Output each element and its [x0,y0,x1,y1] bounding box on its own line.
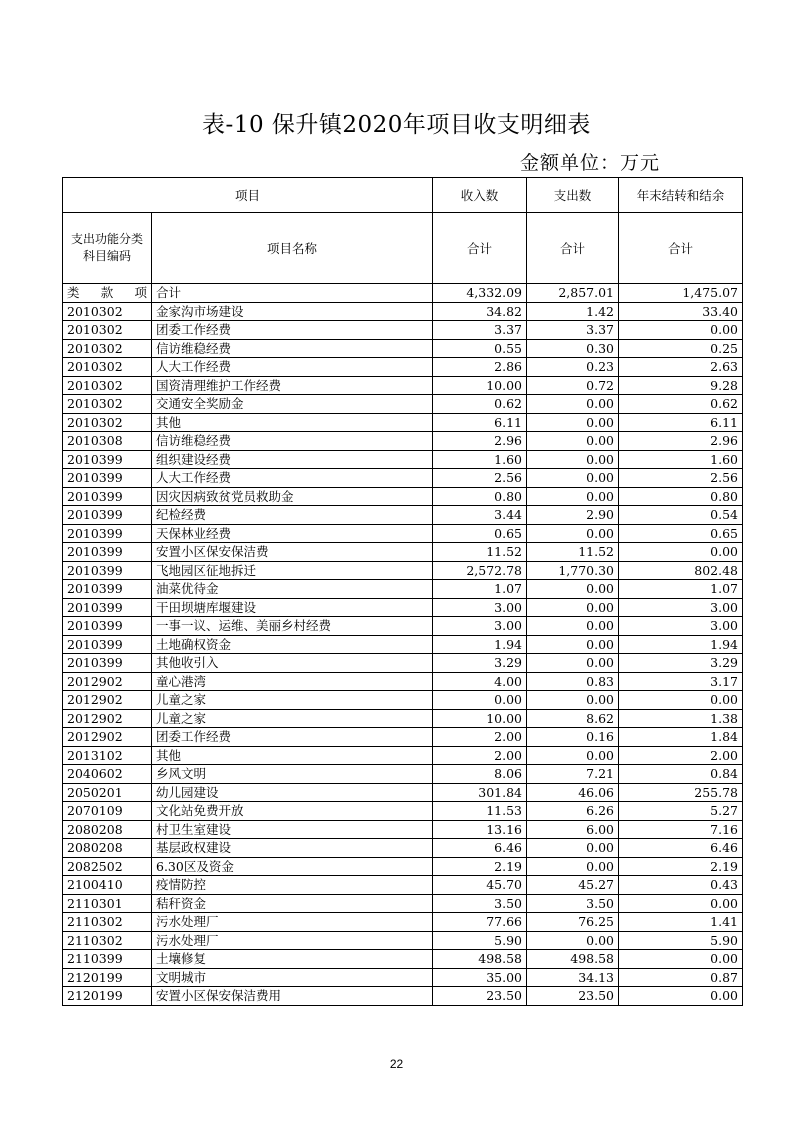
cell-balance: 1.94 [619,635,743,654]
header-expense: 支出数 [527,178,619,213]
cell-code: 2010399 [63,598,152,617]
table-row [63,432,743,451]
cell-project-name: 乡风文明 [152,765,433,784]
table-row [63,672,743,691]
cell-expense: 0.00 [527,432,619,451]
cell-expense: 3.50 [527,894,619,913]
cell-expense: 0.00 [527,524,619,543]
cell-project-name: 文明城市 [152,968,433,987]
cell-income: 5.90 [433,931,527,950]
cell-project-name: 团委工作经费 [152,728,433,747]
cell-expense: 0.00 [527,413,619,432]
cell-project-name: 安置小区保安保洁费 [152,543,433,562]
cell-expense: 6.00 [527,820,619,839]
cell-income: 11.52 [433,543,527,562]
header-expense-sub: 合计 [527,213,619,284]
total-row [63,284,743,303]
cell-balance: 33.40 [619,302,743,321]
cell-project-name: 油菜优待金 [152,580,433,599]
table-row [63,820,743,839]
cell-expense: 0.23 [527,358,619,377]
header-balance: 年末结转和结余 [619,178,743,213]
cell-balance: 5.90 [619,931,743,950]
cell-code: 2012902 [63,672,152,691]
cell-expense: 46.06 [527,783,619,802]
table-row [63,691,743,710]
cell-income: 23.50 [433,987,527,1006]
cell-balance: 6.46 [619,839,743,858]
cell-balance: 1.41 [619,913,743,932]
header-code-label: 支出功能分类科目编码 [63,213,152,284]
cell-balance: 0.65 [619,524,743,543]
cell-expense: 7.21 [527,765,619,784]
cell-code: 2010302 [63,413,152,432]
cell-expense: 0.00 [527,617,619,636]
cell-expense: 11.52 [527,543,619,562]
cell-expense: 498.58 [527,950,619,969]
table-row [63,635,743,654]
table-row [63,321,743,340]
cell-income: 3.50 [433,894,527,913]
table-row [63,728,743,747]
cell-balance: 255.78 [619,783,743,802]
project-budget-table [62,177,743,1006]
cell-expense: 23.50 [527,987,619,1006]
cell-expense: 0.00 [527,931,619,950]
cell-code: 2010399 [63,506,152,525]
cell-code: 2010302 [63,321,152,340]
cell-balance: 2.00 [619,746,743,765]
cell-project-name: 秸秆资金 [152,894,433,913]
cell-code: 2010399 [63,561,152,580]
table-row [63,413,743,432]
cell-code: 2070109 [63,802,152,821]
cell-project-name: 文化站免费开放 [152,802,433,821]
cell-balance: 1.07 [619,580,743,599]
cell-balance: 0.87 [619,968,743,987]
cell-project-name: 纪检经费 [152,506,433,525]
cell-income: 2.56 [433,469,527,488]
cell-code: 2040602 [63,765,152,784]
table-row [63,395,743,414]
cell-code: 2110302 [63,913,152,932]
cell-income: 0.62 [433,395,527,414]
header-name-label: 项目名称 [152,213,433,284]
page-number: 22 [389,1057,404,1071]
cell-project-name: 基层政权建设 [152,839,433,858]
cell-project-name: 干田坝塘库堰建设 [152,598,433,617]
table-row [63,339,743,358]
cell-project-name: 金家沟市场建设 [152,302,433,321]
table-row [63,598,743,617]
table-row [63,302,743,321]
table-row [63,654,743,673]
cell-project-name: 污水处理厂 [152,913,433,932]
cell-balance: 0.25 [619,339,743,358]
cell-code: 2100410 [63,876,152,895]
cell-balance: 1.84 [619,728,743,747]
cell-code: 2120199 [63,968,152,987]
cell-code: 2080208 [63,839,152,858]
cell-expense: 0.00 [527,857,619,876]
cell-code: 2110301 [63,894,152,913]
cell-code: 2010399 [63,469,152,488]
table-row [63,450,743,469]
cell-income: 1.60 [433,450,527,469]
cell-code: 2010399 [63,543,152,562]
cell-expense: 0.16 [527,728,619,747]
cell-code: 2010399 [63,450,152,469]
cell-income: 0.65 [433,524,527,543]
cell-balance: 0.00 [619,950,743,969]
cell-expense: 1,770.30 [527,561,619,580]
cell-expense: 1.42 [527,302,619,321]
label-category: 类 [67,285,80,301]
cell-expense: 8.62 [527,709,619,728]
cell-income: 2.96 [433,432,527,451]
table-row [63,580,743,599]
cell-code: 2010399 [63,635,152,654]
cell-income: 3.00 [433,598,527,617]
cell-project-name: 土地确权资金 [152,635,433,654]
total-expense: 2,857.01 [527,284,619,303]
cell-project-name: 幼儿园建设 [152,783,433,802]
total-code-labels [63,284,152,303]
cell-balance: 2.19 [619,857,743,876]
cell-balance: 2.63 [619,358,743,377]
cell-income: 3.29 [433,654,527,673]
total-name: 合计 [152,284,433,303]
cell-income: 6.11 [433,413,527,432]
cell-income: 8.06 [433,765,527,784]
cell-project-name: 村卫生室建设 [152,820,433,839]
cell-project-name: 交通安全奖励金 [152,395,433,414]
label-item: 项 [134,285,147,301]
cell-balance: 9.28 [619,376,743,395]
cell-project-name: 人大工作经费 [152,469,433,488]
cell-income: 10.00 [433,709,527,728]
cell-balance: 0.00 [619,894,743,913]
header-row-2 [63,213,743,284]
cell-expense: 0.00 [527,469,619,488]
cell-project-name: 信访维稳经费 [152,339,433,358]
table-row [63,876,743,895]
cell-balance: 0.80 [619,487,743,506]
cell-income: 3.37 [433,321,527,340]
cell-expense: 0.00 [527,839,619,858]
total-income: 4,332.09 [433,284,527,303]
cell-income: 301.84 [433,783,527,802]
cell-project-name: 其他收引入 [152,654,433,673]
table-row [63,709,743,728]
cell-balance: 1.60 [619,450,743,469]
cell-expense: 0.00 [527,580,619,599]
cell-expense: 0.00 [527,487,619,506]
cell-project-name: 土壤修复 [152,950,433,969]
cell-code: 2010399 [63,580,152,599]
cell-project-name: 组织建设经费 [152,450,433,469]
cell-expense: 0.30 [527,339,619,358]
cell-income: 3.00 [433,617,527,636]
cell-balance: 2.56 [619,469,743,488]
cell-income: 4.00 [433,672,527,691]
cell-project-name: 儿童之家 [152,691,433,710]
cell-balance: 7.16 [619,820,743,839]
cell-code: 2010302 [63,339,152,358]
cell-code: 2110302 [63,931,152,950]
cell-income: 2.19 [433,857,527,876]
cell-expense: 0.83 [527,672,619,691]
cell-balance: 802.48 [619,561,743,580]
cell-code: 2110399 [63,950,152,969]
cell-code: 2012902 [63,691,152,710]
cell-code: 2013102 [63,746,152,765]
table-row [63,376,743,395]
cell-income: 2.86 [433,358,527,377]
cell-expense: 0.00 [527,395,619,414]
cell-expense: 0.00 [527,654,619,673]
cell-project-name: 儿童之家 [152,709,433,728]
cell-code: 2080208 [63,820,152,839]
cell-income: 498.58 [433,950,527,969]
cell-code: 2010399 [63,654,152,673]
table-row [63,543,743,562]
cell-balance: 0.62 [619,395,743,414]
table-row [63,765,743,784]
header-row-1 [63,178,743,213]
cell-income: 45.70 [433,876,527,895]
cell-code: 2010308 [63,432,152,451]
cell-balance: 3.29 [619,654,743,673]
cell-income: 1.94 [433,635,527,654]
table-row [63,469,743,488]
cell-income: 1.07 [433,580,527,599]
cell-balance: 5.27 [619,802,743,821]
cell-project-name: 一事一议、运维、美丽乡村经费 [152,617,433,636]
cell-expense: 0.00 [527,746,619,765]
cell-income: 2.00 [433,746,527,765]
cell-code: 2082502 [63,857,152,876]
cell-project-name: 人大工作经费 [152,358,433,377]
cell-income: 2,572.78 [433,561,527,580]
cell-balance: 0.00 [619,691,743,710]
table-row [63,968,743,987]
cell-income: 34.82 [433,302,527,321]
table-row [63,931,743,950]
cell-income: 10.00 [433,376,527,395]
cell-balance: 3.00 [619,617,743,636]
cell-project-name: 污水处理厂 [152,931,433,950]
cell-code: 2010399 [63,487,152,506]
cell-code: 2010302 [63,302,152,321]
cell-code: 2012902 [63,728,152,747]
cell-code: 2050201 [63,783,152,802]
cell-project-name: 飞地园区征地拆迁 [152,561,433,580]
table-row [63,987,743,1006]
cell-income: 13.16 [433,820,527,839]
cell-expense: 0.00 [527,635,619,654]
header-income: 收入数 [433,178,527,213]
cell-income: 0.80 [433,487,527,506]
cell-expense: 76.25 [527,913,619,932]
cell-project-name: 信访维稳经费 [152,432,433,451]
cell-code: 2010399 [63,617,152,636]
table-row [63,506,743,525]
table-row [63,487,743,506]
cell-expense: 0.00 [527,450,619,469]
table-row [63,839,743,858]
cell-balance: 2.96 [619,432,743,451]
cell-income: 0.00 [433,691,527,710]
header-balance-sub: 合计 [619,213,743,284]
cell-balance: 1.38 [619,709,743,728]
cell-project-name: 其他 [152,413,433,432]
page-title: 表-10 保升镇2020年项目收支明细表 [202,112,591,138]
cell-balance: 0.54 [619,506,743,525]
cell-code: 2010302 [63,395,152,414]
cell-income: 35.00 [433,968,527,987]
header-income-sub: 合计 [433,213,527,284]
cell-expense: 2.90 [527,506,619,525]
cell-project-name: 疫情防控 [152,876,433,895]
table-row [63,524,743,543]
cell-expense: 34.13 [527,968,619,987]
table-row [63,802,743,821]
cell-project-name: 因灾因病致贫党员救助金 [152,487,433,506]
cell-project-name: 团委工作经费 [152,321,433,340]
cell-code: 2120199 [63,987,152,1006]
cell-balance: 3.00 [619,598,743,617]
cell-project-name: 其他 [152,746,433,765]
cell-income: 0.55 [433,339,527,358]
table-row [63,857,743,876]
cell-expense: 3.37 [527,321,619,340]
cell-expense: 0.00 [527,691,619,710]
cell-expense: 45.27 [527,876,619,895]
table-row [63,894,743,913]
cell-project-name: 童心港湾 [152,672,433,691]
table-row [63,746,743,765]
table-row [63,913,743,932]
header-item: 项目 [63,178,433,213]
cell-expense: 0.00 [527,598,619,617]
cell-balance: 3.17 [619,672,743,691]
cell-project-name: 安置小区保安保洁费用 [152,987,433,1006]
cell-income: 77.66 [433,913,527,932]
table-row [63,561,743,580]
currency-unit: 金额单位：万元 [520,152,661,174]
cell-income: 6.46 [433,839,527,858]
total-balance: 1,475.07 [619,284,743,303]
cell-balance: 0.84 [619,765,743,784]
table-row [63,783,743,802]
table-row [63,358,743,377]
table-row [63,950,743,969]
cell-code: 2010302 [63,358,152,377]
cell-project-name: 天保林业经费 [152,524,433,543]
label-section: 款 [100,285,114,301]
cell-balance: 6.11 [619,413,743,432]
cell-code: 2010302 [63,376,152,395]
cell-balance: 0.43 [619,876,743,895]
cell-project-name: 6.30区及资金 [152,857,433,876]
cell-income: 2.00 [433,728,527,747]
cell-income: 3.44 [433,506,527,525]
cell-income: 11.53 [433,802,527,821]
cell-expense: 0.72 [527,376,619,395]
cell-balance: 0.00 [619,321,743,340]
cell-project-name: 国资清理维护工作经费 [152,376,433,395]
table-row [63,617,743,636]
cell-code: 2012902 [63,709,152,728]
cell-expense: 6.26 [527,802,619,821]
cell-code: 2010399 [63,524,152,543]
cell-balance: 0.00 [619,987,743,1006]
cell-balance: 0.00 [619,543,743,562]
